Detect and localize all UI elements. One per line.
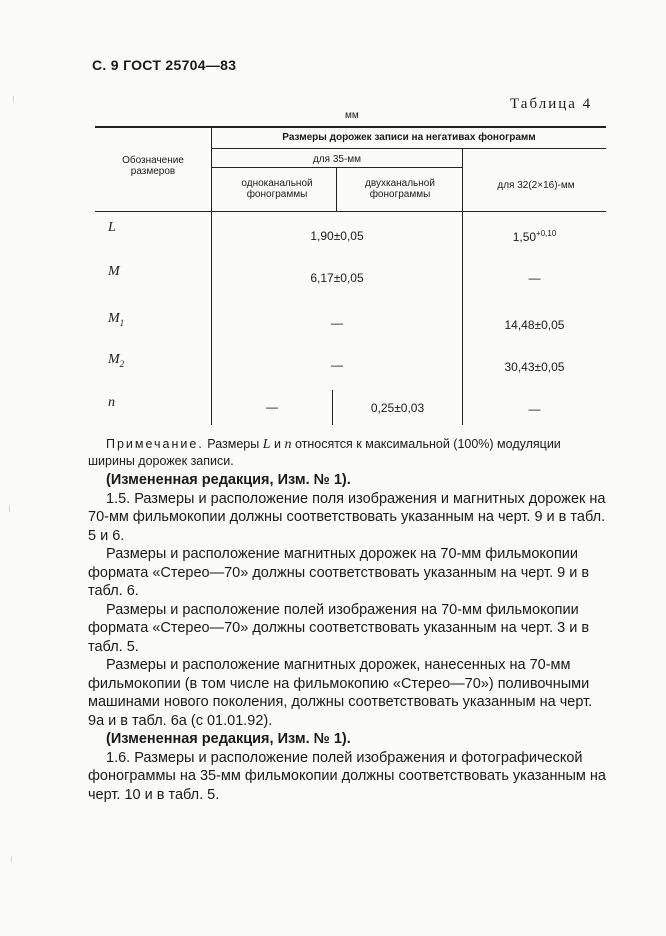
table-cell: 30,43±0,05 bbox=[504, 360, 565, 374]
amendment-note: (Измененная редакция, Изм. № 1). bbox=[106, 731, 351, 747]
table-cell: — bbox=[528, 402, 541, 416]
paragraph: 1.6. Размеры и расположение полей изображения и фотографической фонограммы на 35-мм фильмокопии должны соответствовать указанным на черт. 10 и в табл. 5. bbox=[88, 749, 606, 803]
table-caption: Таблица 4 bbox=[510, 96, 593, 112]
scan-artifact: ⁝ bbox=[12, 95, 15, 104]
body-text bbox=[88, 471, 610, 804]
paragraph: Размеры и расположение магнитных дорожек на 70-мм фильмокопии формата «Стерео—70» должны соответствовать указанным на черт. 9 и в табл. 6. bbox=[88, 546, 590, 599]
header-single-channel: одноканальной фонограммы bbox=[241, 178, 313, 200]
table-cell: 0,25±0,03 bbox=[370, 401, 425, 415]
scan-artifact: ⁝ bbox=[10, 855, 13, 864]
page-header: С. 9 ГОСТ 25704—83 bbox=[92, 57, 237, 73]
row-symbol: n bbox=[108, 395, 115, 410]
header-dual-channel: двухканальной фонограммы bbox=[365, 178, 435, 200]
table-cell: 1,90±0,05 bbox=[310, 229, 364, 243]
header-designation: Обозначение размеров bbox=[122, 155, 184, 177]
row-symbol: $M_1$ bbox=[108, 311, 125, 328]
table-note: Примечание. Размеры L и n относятся к максимальной (100%) модуляции ширины дорожек записи. bbox=[88, 437, 561, 468]
table-unit: мм bbox=[345, 110, 359, 121]
row-symbol: M bbox=[108, 264, 120, 279]
header-group: Размеры дорожек записи на негативах фонограмм bbox=[282, 132, 536, 143]
table-cell: 6,17±0,05 bbox=[310, 271, 364, 285]
table-cell: 14,48±0,05 bbox=[504, 318, 565, 332]
header-32mm: для 32(2×16)-мм bbox=[497, 180, 575, 191]
scan-artifact: ⁝ bbox=[8, 505, 11, 514]
table-cell: $1,50^{+0,10}$ bbox=[512, 229, 557, 244]
amendment-note: (Измененная редакция, Изм. № 1). bbox=[106, 472, 351, 488]
header-35mm: для 35-мм bbox=[312, 154, 362, 165]
paragraph: Размеры и расположение магнитных дорожек, нанесенных на 70-мм фильмокопии (в том числе на фильмокопию «Стерео—70») поливочными машинами нового поколения, должны соответствовать указанным на черт. 9а и в табл. 6а (с 01.01.92). bbox=[88, 657, 593, 729]
row-symbol: $M_2$ bbox=[108, 352, 125, 369]
table-cell: — bbox=[528, 271, 541, 285]
table-cell: — bbox=[266, 400, 278, 414]
paragraph: Размеры и расположение полей изображения на 70-мм фильмокопии формата «Стерео—70» должны соответствовать указанным на черт. 3 и в табл. 5. bbox=[88, 601, 590, 655]
table-cell: — bbox=[331, 316, 343, 330]
paragraph: 1.5. Размеры и расположение поля изображения и магнитных дорожек на 70-мм фильмокопии должны соответствовать указанным на черт. 9 и в табл. 5 и 6. bbox=[88, 490, 606, 544]
table-cell: — bbox=[331, 358, 343, 372]
row-symbol: L bbox=[108, 220, 116, 235]
